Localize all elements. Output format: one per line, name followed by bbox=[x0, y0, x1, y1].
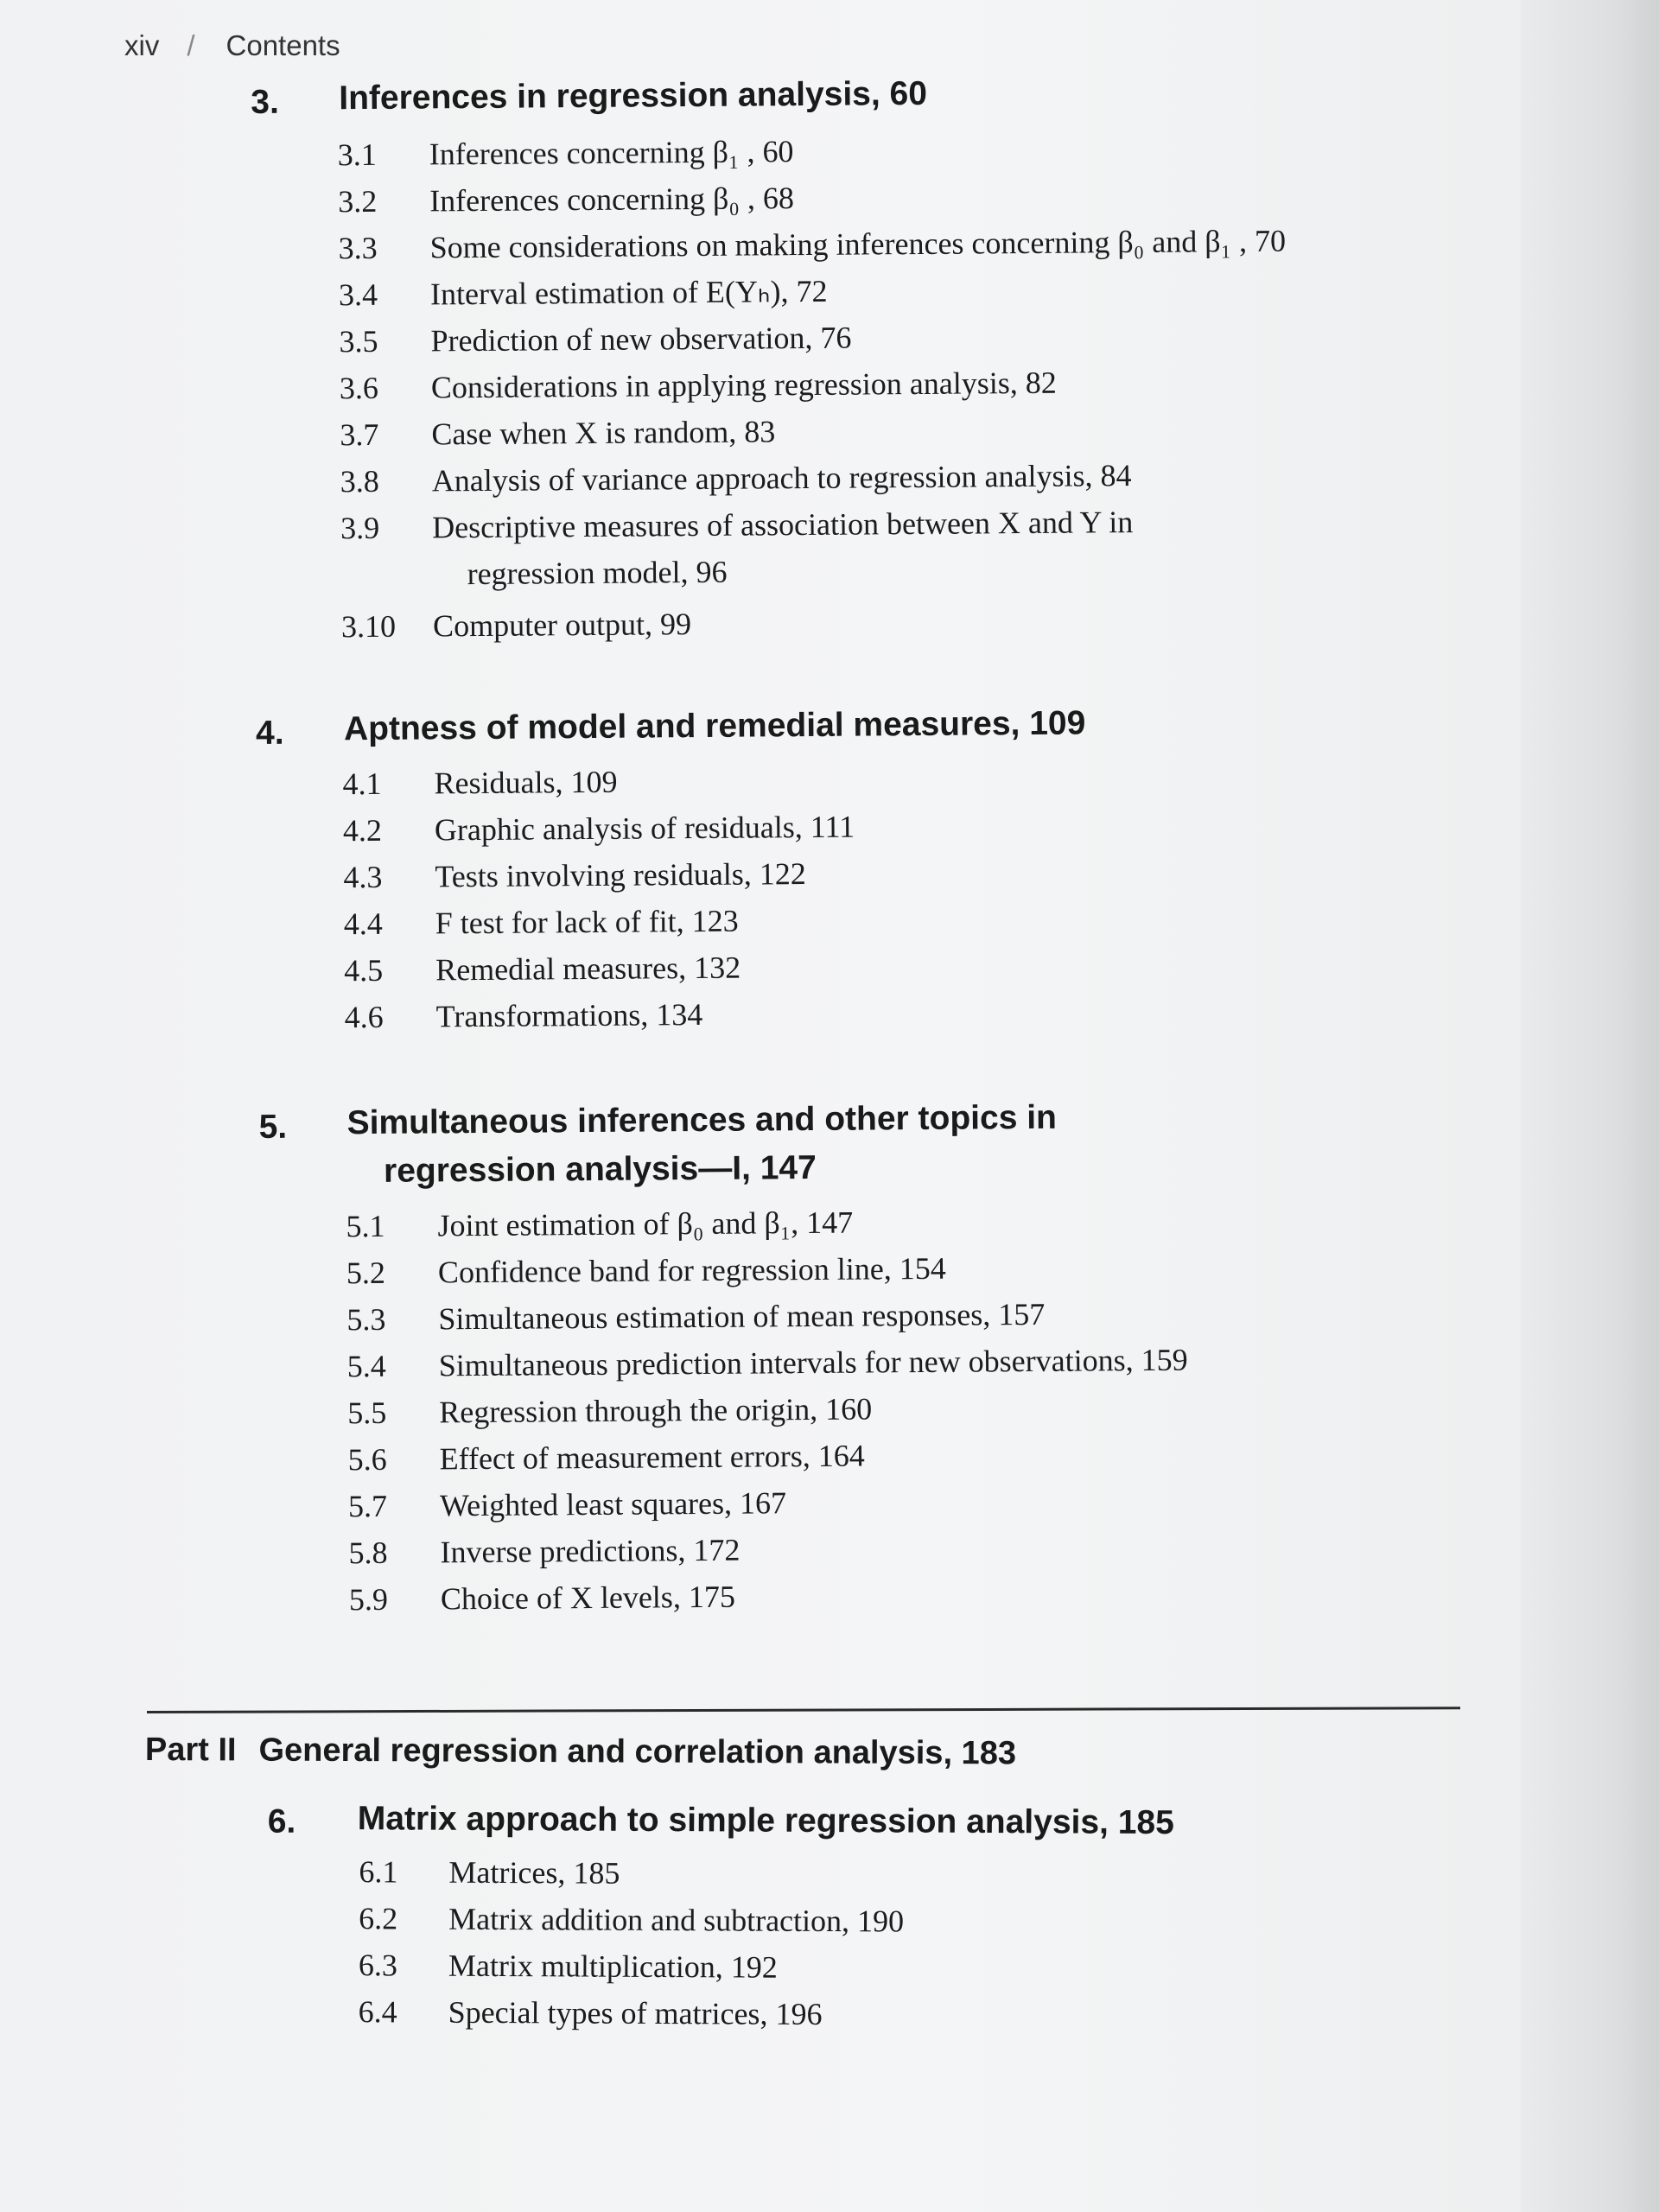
section-number: 3.9 bbox=[340, 510, 380, 546]
section-number: 4.2 bbox=[342, 812, 383, 849]
section-title: Transformations, 134 bbox=[435, 996, 703, 1034]
section-title: Choice of X levels, 175 bbox=[440, 1579, 736, 1617]
section-number: 5.8 bbox=[348, 1535, 388, 1571]
section-number: 3.1 bbox=[337, 137, 377, 173]
part-title: General regression and correlation analysis, 183 bbox=[258, 1732, 1017, 1772]
chapter-title: Inferences in regression analysis, 60 bbox=[339, 74, 928, 118]
section-title: Weighted least squares, 167 bbox=[439, 1485, 787, 1523]
chapter-number: 4. bbox=[255, 714, 284, 753]
chapter-title: Aptness of model and remedial measures, 109 bbox=[343, 704, 1086, 748]
section-title: Regression through the origin, 160 bbox=[439, 1391, 873, 1430]
section-number: 3.2 bbox=[338, 183, 378, 219]
toc-entry bbox=[154, 983, 1502, 1040]
chapter-heading bbox=[155, 1082, 1503, 1199]
toc-entry bbox=[163, 1892, 1511, 1946]
section-number: 5.4 bbox=[346, 1348, 386, 1384]
section-title: Effect of measurement errors, 164 bbox=[439, 1438, 865, 1477]
toc-entry bbox=[163, 1939, 1511, 1993]
section-number: 4.3 bbox=[343, 859, 383, 895]
section-number: 5.9 bbox=[348, 1581, 389, 1618]
section-title: Analysis of variance approach to regression analysis, 84 bbox=[431, 458, 1132, 499]
chapter-heading bbox=[147, 57, 1495, 126]
section-number: 3.3 bbox=[338, 230, 378, 266]
section-title: Case when X is random, 83 bbox=[431, 414, 776, 452]
section-number: 3.4 bbox=[338, 276, 378, 313]
section-title: Simultaneous estimation of mean responses, 157 bbox=[438, 1296, 1046, 1337]
section-title: Confidence band for regression line, 154 bbox=[437, 1250, 946, 1290]
section-title: Descriptive measures of association between X and Y in bbox=[432, 505, 1134, 545]
section-title: Prediction of new observation, 76 bbox=[430, 320, 852, 359]
section-number: 3.10 bbox=[340, 608, 397, 645]
section-number: 6.3 bbox=[358, 1948, 398, 1983]
page-number: xiv bbox=[124, 29, 160, 61]
section-title: Inferences concerning β₀ , 68 bbox=[429, 181, 795, 219]
section-number: 4.6 bbox=[344, 999, 384, 1035]
chapter-title: Simultaneous inferences and other topics in bbox=[346, 1098, 1058, 1142]
section-title: Residuals, 109 bbox=[434, 764, 618, 801]
toc-entry bbox=[163, 1846, 1511, 1899]
section-title: Special types of matrices, 196 bbox=[448, 1994, 823, 2031]
section-title: Interval estimation of E(Yₕ), 72 bbox=[429, 273, 828, 312]
running-header bbox=[124, 29, 340, 62]
chapter-4 bbox=[152, 688, 1503, 1040]
chapter-title: Matrix approach to simple regression analysis, 185 bbox=[357, 1800, 1174, 1842]
section-number: 4.4 bbox=[343, 906, 383, 942]
section-number: 3.5 bbox=[339, 323, 378, 359]
section-list bbox=[152, 750, 1502, 1040]
chapter-title-continued: regression analysis—I, 147 bbox=[383, 1148, 817, 1190]
section-title: Joint estimation of β₀ and β₁, 147 bbox=[437, 1205, 854, 1243]
chapter-6 bbox=[163, 1785, 1512, 2039]
section-title: Inferences concerning β₁ , 60 bbox=[429, 134, 794, 172]
section-number: 5.2 bbox=[346, 1255, 386, 1291]
section-title: Some considerations on making inferences concerning β₀ and β₁ , 70 bbox=[429, 223, 1287, 265]
table-of-contents bbox=[147, 57, 1507, 1623]
header-title: Contents bbox=[226, 29, 340, 61]
section-number: 5.6 bbox=[347, 1441, 387, 1478]
section-list bbox=[163, 1846, 1512, 2039]
section-number: 6.2 bbox=[359, 1901, 398, 1936]
part-heading bbox=[145, 1732, 1016, 1772]
section-number: 3.7 bbox=[340, 416, 379, 453]
chapter-6-block bbox=[163, 1785, 1512, 2039]
section-number: 5.1 bbox=[346, 1208, 385, 1244]
toc-entry bbox=[163, 1986, 1511, 2039]
section-title: Computer output, 99 bbox=[432, 607, 692, 644]
section-title: Matrices, 185 bbox=[448, 1854, 620, 1891]
chapter-3 bbox=[147, 57, 1499, 650]
chapter-number: 3. bbox=[251, 83, 280, 122]
section-number: 5.3 bbox=[346, 1301, 386, 1338]
section-number: 3.6 bbox=[339, 370, 379, 406]
toc-entry bbox=[151, 593, 1499, 650]
section-title-continued: regression model, 96 bbox=[467, 554, 728, 592]
section-title: F test for lack of fit, 123 bbox=[435, 903, 739, 941]
section-list bbox=[156, 1192, 1507, 1623]
part-label: Part II bbox=[144, 1732, 237, 1769]
section-number: 6.4 bbox=[358, 1994, 397, 2030]
section-title: Tests involving residuals, 122 bbox=[435, 856, 806, 894]
section-number: 3.8 bbox=[340, 463, 379, 499]
section-title: Simultaneous prediction intervals for new observations, 159 bbox=[438, 1342, 1188, 1383]
chapter-heading bbox=[152, 688, 1500, 757]
section-title: Matrix addition and subtraction, 190 bbox=[448, 1901, 905, 1939]
section-title: Considerations in applying regression analysis, 82 bbox=[430, 365, 1057, 405]
section-list bbox=[148, 121, 1500, 650]
section-number: 5.5 bbox=[347, 1395, 387, 1431]
chapter-number: 6. bbox=[267, 1802, 296, 1840]
section-title: Inverse predictions, 172 bbox=[440, 1532, 741, 1570]
chapter-number: 5. bbox=[258, 1108, 288, 1147]
section-number: 4.5 bbox=[344, 952, 384, 988]
section-number: 4.1 bbox=[342, 766, 382, 802]
chapter-heading bbox=[164, 1785, 1512, 1851]
section-number: 6.1 bbox=[359, 1854, 398, 1890]
chapter-5 bbox=[155, 1082, 1507, 1623]
header-separator: / bbox=[187, 29, 195, 61]
section-title: Remedial measures, 132 bbox=[435, 950, 741, 988]
page-edge bbox=[1521, 0, 1659, 2212]
section-number: 5.7 bbox=[347, 1488, 388, 1524]
section-title: Graphic analysis of residuals, 111 bbox=[434, 809, 855, 848]
section-title: Matrix multiplication, 192 bbox=[448, 1948, 778, 1985]
toc-entry bbox=[150, 494, 1499, 603]
